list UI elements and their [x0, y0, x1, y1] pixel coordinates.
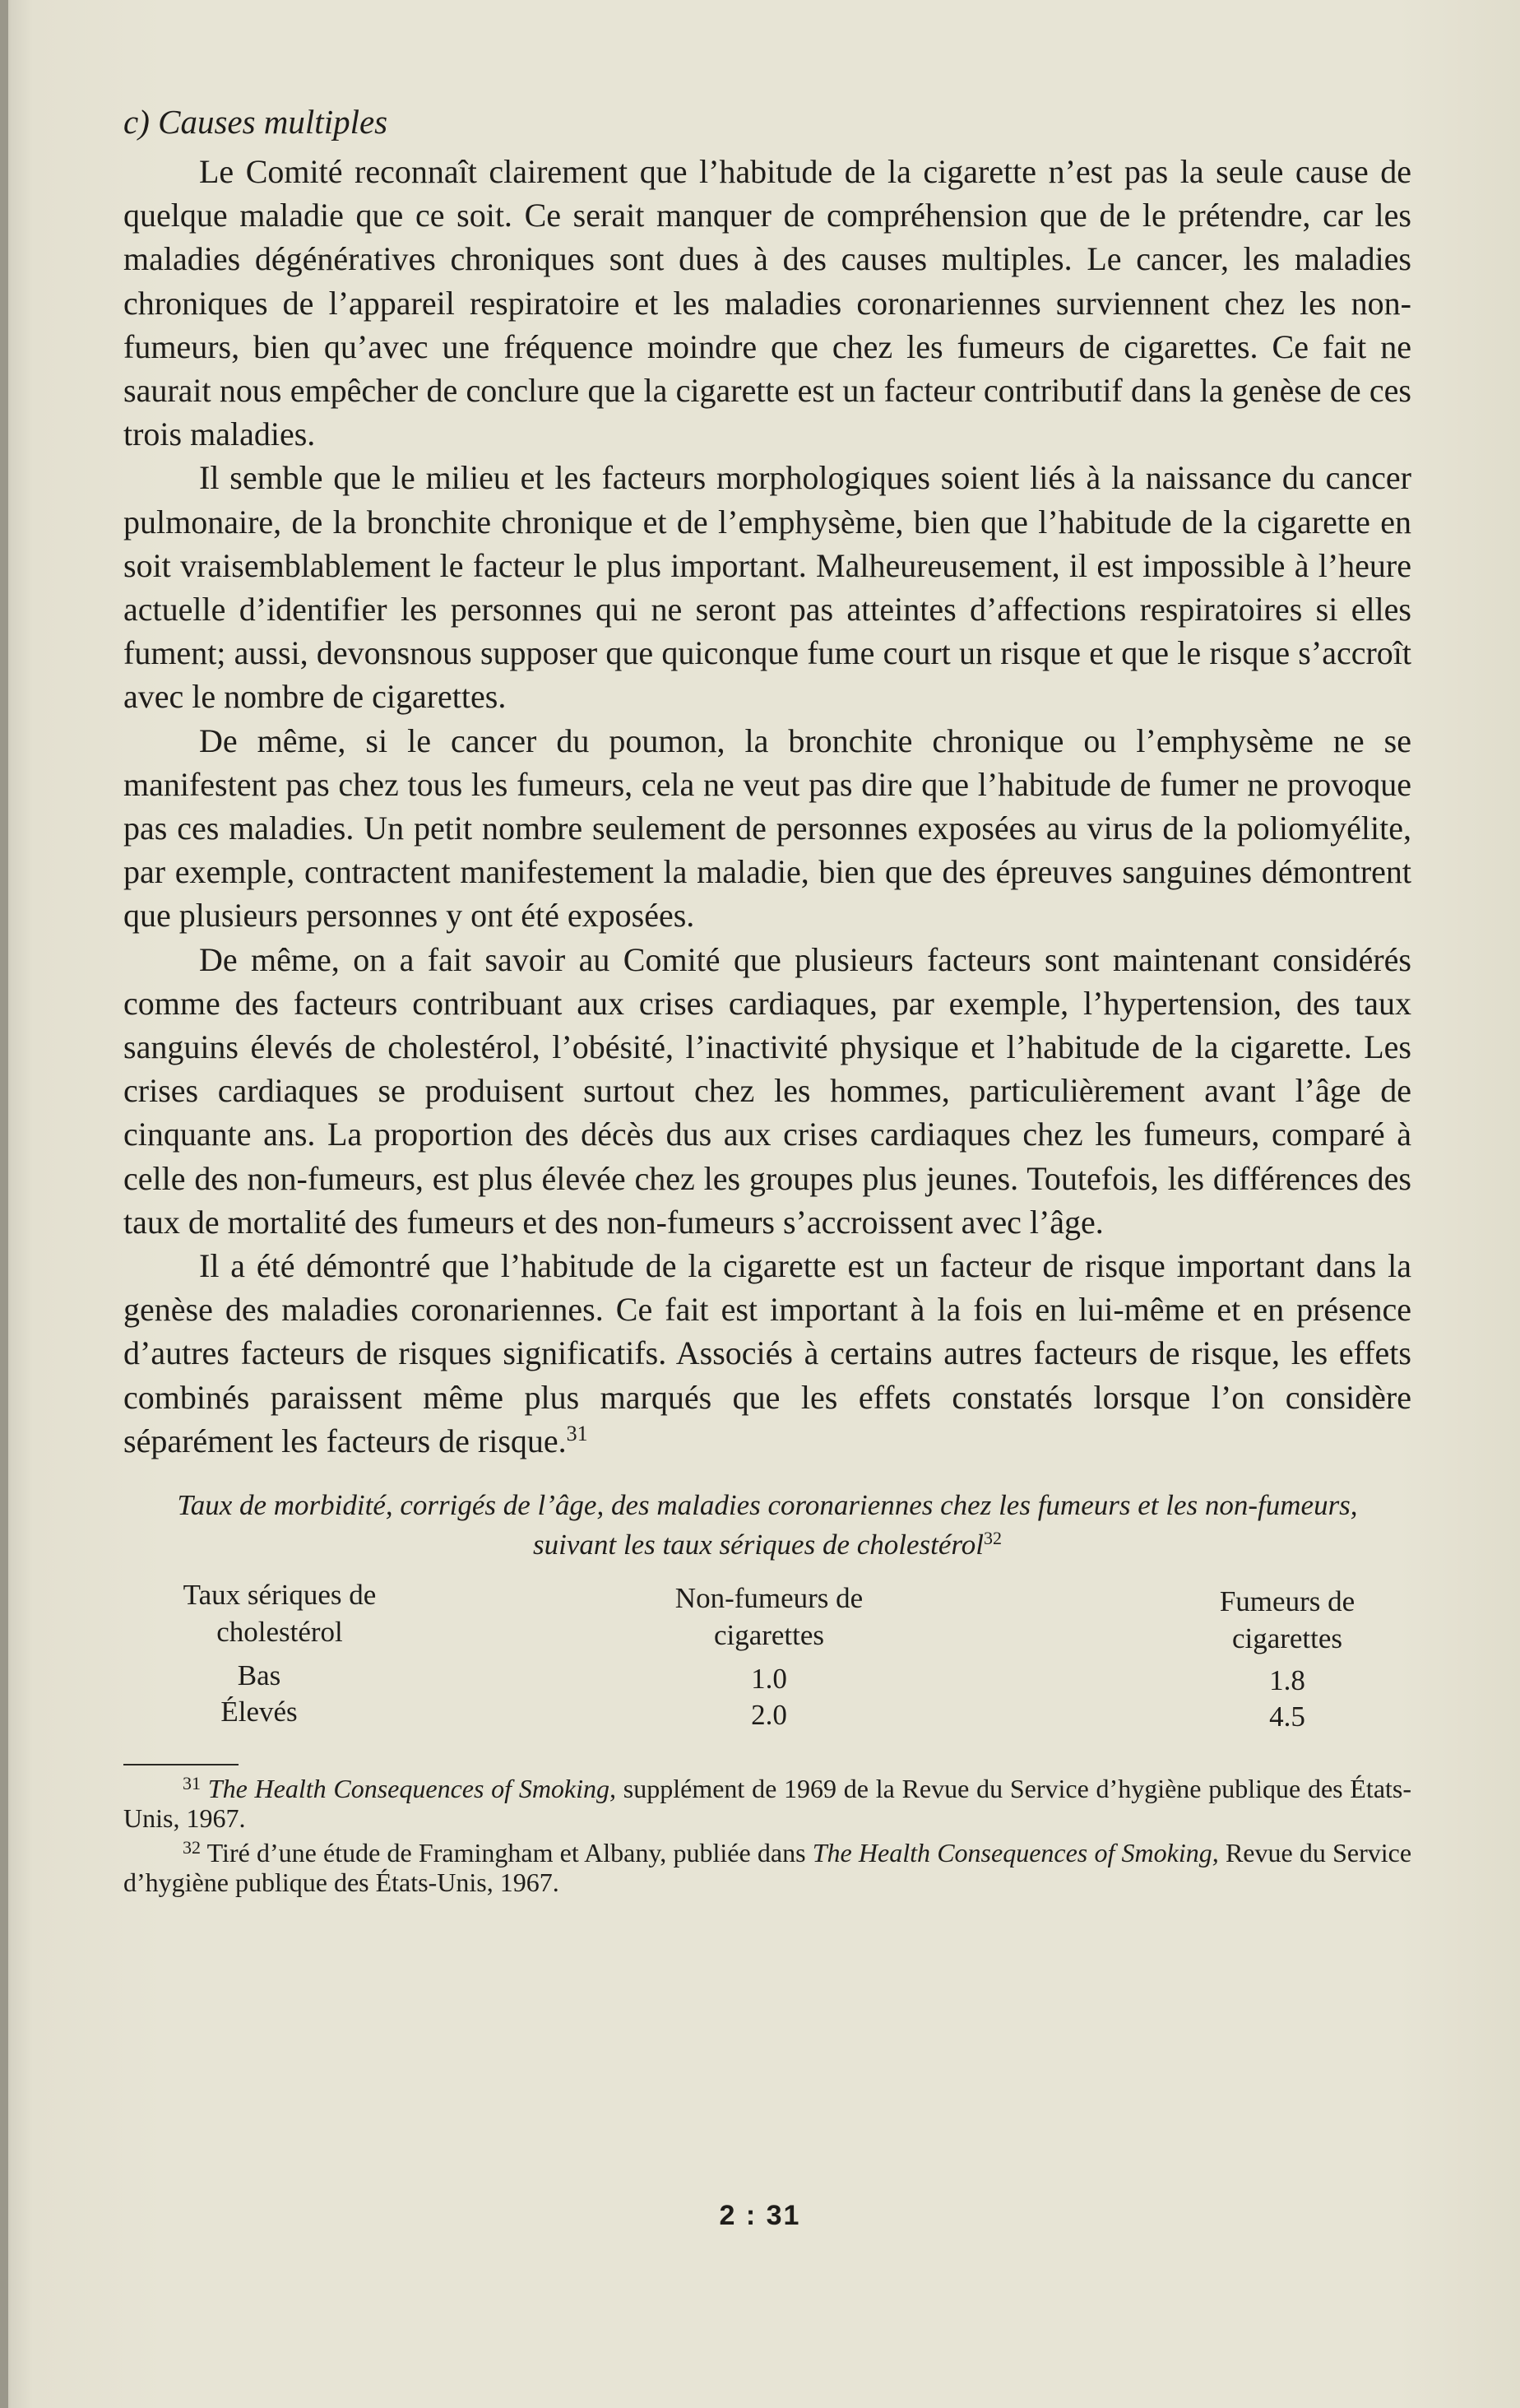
footnote-text: Tiré d’une étude de Framingham et Albany, publiée dans	[206, 1838, 813, 1868]
header-line: cholestérol	[216, 1616, 343, 1649]
footnote-ref-32: 32	[983, 1528, 1002, 1549]
footnote-divider	[123, 1764, 239, 1765]
footnote-31	[123, 1774, 1411, 1833]
table-caption	[123, 1486, 1411, 1565]
footnote-number: 31	[183, 1773, 201, 1794]
table-cell-value: 1.0	[751, 1663, 787, 1696]
table-row-label: Élevés	[220, 1696, 298, 1728]
table-cell-value: 1.8	[1269, 1664, 1305, 1697]
page-number: 2 : 31	[719, 2200, 801, 2231]
table-header-smokers	[1184, 1583, 1390, 1657]
morbidity-table	[123, 1576, 1411, 1749]
footnote-number: 32	[183, 1837, 201, 1858]
table-caption-text: Taux de morbidité, corrigés de l’âge, des maladies coronariennes chez les fumeurs et les non-fumeurs, suivant les taux sériques de cholestérol	[177, 1489, 1358, 1561]
paragraph-2: Il semble que le milieu et les facteurs morphologiques soient liés à la naissance du cancer pulmonaire, de la bronchite chronique et de l’emphysème, bien que l’habitude de la cigarette en soit vraisemblablement le facteur le plus important. Malheureusement, il est impossible à l’heure actuelle d’identifier les personnes qui ne seront pas atteintes d’affections respiratoires si elles fument; aussi, devonsnous supposer que quiconque fume court un risque et que le risque s’accroît avec le nombre de cigarettes.	[123, 459, 1411, 716]
table-cell-value: 2.0	[751, 1699, 787, 1732]
footnote-ref-31: 31	[566, 1421, 588, 1445]
header-line: Taux sériques de	[183, 1579, 377, 1612]
document-body	[123, 97, 1411, 1902]
table-row-label: Bas	[237, 1659, 281, 1692]
footnote-32	[123, 1838, 1411, 1897]
table-header-cholesterol	[156, 1576, 403, 1650]
table-cell-value: 4.5	[1269, 1700, 1305, 1733]
paragraph-5-text: Il a été démontré que l’habitude de la cigarette est un facteur de risque important dans la genèse des maladies coronariennes. Ce fait est important à la fois en lui-même et en présence d’autres facteurs de risques significatifs. Associés à certains autres facteurs de risque, les effets combinés paraissent même plus marqués que les effets constatés lorsque l’on considère séparément les facteurs de risque.	[123, 1247, 1411, 1459]
header-line: cigarettes	[713, 1619, 825, 1652]
table-header-non-smokers	[633, 1580, 905, 1654]
paragraph-1: Le Comité reconnaît clairement que l’habitude de la cigarette n’est pas la seule cause de quelque maladie que ce soit. Ce serait manquer de compréhension que de le prétendre, car les maladies dégénératives chroniques sont dues à des causes multiples. Le cancer, les maladies chroniques de l’appareil respiratoire et les maladies coronariennes surviennent chez les non-fumeurs, bien qu’avec une fréquence moindre que chez les fumeurs de cigarettes. Ce fait ne saurait nous empêcher de conclure que la cigarette est un facteur contributif dans la genèse de ces trois maladies.	[123, 153, 1411, 453]
paragraph-5	[123, 1244, 1411, 1463]
paragraph-4: De même, on a fait savoir au Comité que plusieurs facteurs sont maintenant considérés comme des facteurs contribuant aux crises cardiaques, par exemple, l’hypertension, des taux sanguins élevés de cholestérol, l’obésité, l’inactivité physique et l’habitude de la cigarette. Les crises cardiaques se produisent surtout chez les hommes, particulièrement avant l’âge de cinquante ans. La proportion des décès dus aux crises cardiaques chez les fumeurs, comparé à celle des non-fumeurs, est plus élevée chez les groupes plus jeunes. Toutefois, les différences des taux de mortalité des fumeurs et des non-fumeurs s’accroissent avec l’âge.	[123, 940, 1411, 1241]
footnote-title: The Health Consequences of Smoking,	[207, 1774, 617, 1804]
header-line: Non-fumeurs de	[674, 1582, 864, 1615]
section-title: c) Causes multiples	[123, 103, 388, 141]
footnote-text: Revue du Service d’hygiène publique des États-Unis, 1967.	[123, 1838, 1412, 1898]
binding-gutter	[0, 0, 8, 2408]
header-line: cigarettes	[1231, 1622, 1343, 1655]
footnote-title: The Health Consequences of Smoking,	[812, 1838, 1219, 1868]
header-line: Fumeurs de	[1219, 1585, 1355, 1618]
footnotes	[123, 1774, 1411, 1897]
paragraph-3: De même, si le cancer du poumon, la bronchite chronique ou l’emphysème ne se manifestent pas chez tous les fumeurs, cela ne veut pas dire que l’habitude de fumer ne provoque pas ces maladies. Un petit nombre seulement de personnes exposées au virus de la poliomyélite, par exemple, contractent manifestement la maladie, bien que des épreuves sanguines démontrent que plusieurs personnes y ont été exposées.	[123, 721, 1411, 935]
footnote-text: supplément de 1969 de la Revue du Service d’hygiène publique des États-Unis, 1967.	[123, 1774, 1412, 1834]
